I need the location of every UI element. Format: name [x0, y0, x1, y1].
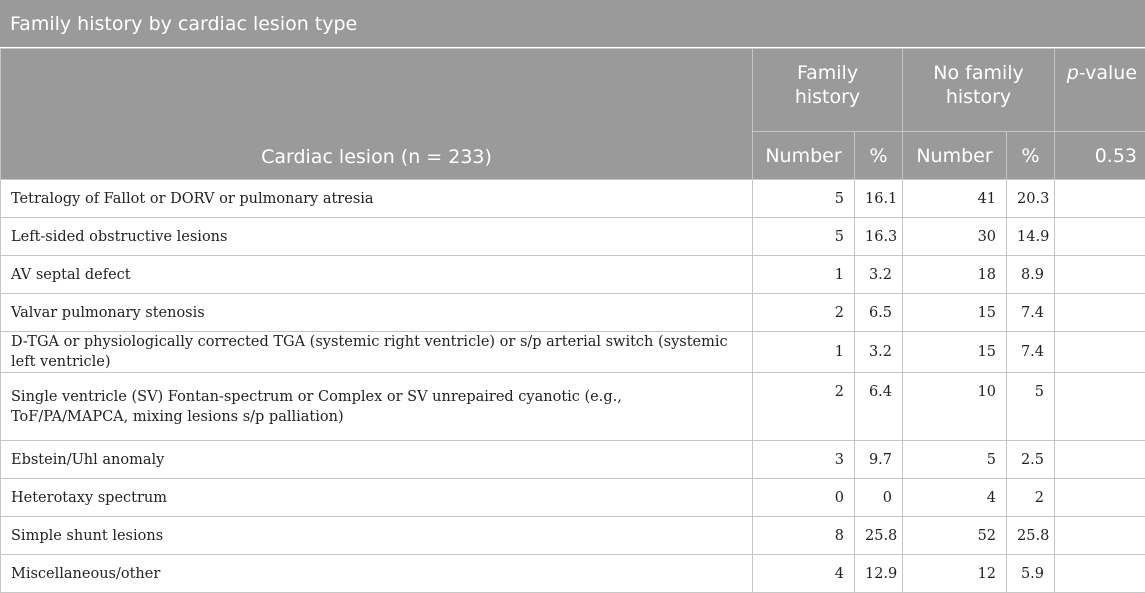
- nofamily-number-cell: 10: [903, 373, 1007, 441]
- table-row: [1, 180, 1145, 218]
- p-value-cell: [1055, 373, 1145, 441]
- table-row: [1, 441, 1145, 479]
- family-pct-cell: 12.9: [855, 555, 903, 593]
- lesion-cell: Simple shunt lesions: [1, 517, 753, 555]
- header-family-number: Number: [753, 132, 855, 180]
- nofamily-number-cell: 4: [903, 479, 1007, 517]
- header-row-groups: [1, 49, 1145, 132]
- lesion-cell: Valvar pulmonary stenosis: [1, 294, 753, 332]
- family-pct-cell: 6.4: [855, 373, 903, 441]
- p-value-cell: [1055, 256, 1145, 294]
- nofamily-number-cell: 52: [903, 517, 1007, 555]
- lesion-cell: Heterotaxy spectrum: [1, 479, 753, 517]
- p-value-cell: [1055, 517, 1145, 555]
- nofamily-pct-cell: 20.3: [1007, 180, 1055, 218]
- nofamily-number-cell: 5: [903, 441, 1007, 479]
- lesion-cell: Tetralogy of Fallot or DORV or pulmonary atresia: [1, 180, 753, 218]
- lesion-cell: AV septal defect: [1, 256, 753, 294]
- nofamily-number-cell: 18: [903, 256, 1007, 294]
- family-pct-cell: 0: [855, 479, 903, 517]
- header-family-line1: Family: [797, 62, 858, 84]
- table-row: [1, 479, 1145, 517]
- header-p-rest: -value: [1079, 62, 1137, 84]
- p-value-cell: [1055, 332, 1145, 373]
- family-pct-cell: 25.8: [855, 517, 903, 555]
- family-number-cell: 3: [753, 441, 855, 479]
- nofamily-pct-cell: 7.4: [1007, 332, 1055, 373]
- family-number-cell: 5: [753, 180, 855, 218]
- family-number-cell: 2: [753, 294, 855, 332]
- p-value-cell: [1055, 218, 1145, 256]
- family-number-cell: 1: [753, 256, 855, 294]
- lesion-table: [0, 48, 1145, 593]
- header-cardiac-lesion: Cardiac lesion (n = 233): [1, 49, 753, 180]
- family-pct-cell: 9.7: [855, 441, 903, 479]
- nofamily-pct-cell: 7.4: [1007, 294, 1055, 332]
- p-value-cell: [1055, 555, 1145, 593]
- header-nofamily-pct: %: [1007, 132, 1055, 180]
- nofamily-number-cell: 41: [903, 180, 1007, 218]
- header-family-pct: %: [855, 132, 903, 180]
- p-value-cell: [1055, 180, 1145, 218]
- header-p-value: [1055, 49, 1145, 132]
- nofamily-pct-cell: 14.9: [1007, 218, 1055, 256]
- header-nofamily-line2: history: [946, 86, 1011, 108]
- lesion-cell: Miscellaneous/other: [1, 555, 753, 593]
- nofamily-pct-cell: 5.9: [1007, 555, 1055, 593]
- header-p-value-number: 0.53: [1055, 132, 1145, 180]
- p-value-cell: [1055, 441, 1145, 479]
- table-row: [1, 555, 1145, 593]
- table-caption: Family history by cardiac lesion type: [0, 0, 1145, 48]
- header-p-italic: p: [1067, 62, 1079, 84]
- header-nofamily-number: Number: [903, 132, 1007, 180]
- nofamily-pct-cell: 2.5: [1007, 441, 1055, 479]
- nofamily-pct-cell: 2: [1007, 479, 1055, 517]
- family-pct-cell: 16.1: [855, 180, 903, 218]
- family-number-cell: 0: [753, 479, 855, 517]
- lesion-cell: Left-sided obstructive lesions: [1, 218, 753, 256]
- lesion-cell: D-TGA or physiologically corrected TGA (systemic right ventricle) or s/p arterial switch (systemic left ventricle): [1, 332, 753, 373]
- table-row: [1, 517, 1145, 555]
- family-number-cell: 1: [753, 332, 855, 373]
- table-row: [1, 294, 1145, 332]
- p-value-cell: [1055, 294, 1145, 332]
- table-row: [1, 256, 1145, 294]
- family-number-cell: 8: [753, 517, 855, 555]
- table-header: [1, 49, 1145, 180]
- nofamily-number-cell: 12: [903, 555, 1007, 593]
- header-family-history: [753, 49, 903, 132]
- family-pct-cell: 16.3: [855, 218, 903, 256]
- family-pct-cell: 3.2: [855, 332, 903, 373]
- table-body: [1, 180, 1145, 593]
- lesion-cell: Ebstein/Uhl anomaly: [1, 441, 753, 479]
- family-pct-cell: 3.2: [855, 256, 903, 294]
- table-row: [1, 373, 1145, 441]
- header-no-family-history: [903, 49, 1055, 132]
- nofamily-pct-cell: 8.9: [1007, 256, 1055, 294]
- nofamily-pct-cell: 25.8: [1007, 517, 1055, 555]
- lesion-cell: Single ventricle (SV) Fontan-spectrum or Complex or SV unrepaired cyanotic (e.g., ToF/PA/MAPCA, mixing lesions s/p palliation): [1, 373, 753, 441]
- table-row: [1, 218, 1145, 256]
- nofamily-number-cell: 15: [903, 332, 1007, 373]
- nofamily-pct-cell: 5: [1007, 373, 1055, 441]
- header-family-line2: history: [795, 86, 860, 108]
- p-value-cell: [1055, 479, 1145, 517]
- header-nofamily-line1: No family: [933, 62, 1024, 84]
- family-pct-cell: 6.5: [855, 294, 903, 332]
- family-number-cell: 2: [753, 373, 855, 441]
- family-number-cell: 4: [753, 555, 855, 593]
- table-row: [1, 332, 1145, 373]
- family-number-cell: 5: [753, 218, 855, 256]
- nofamily-number-cell: 30: [903, 218, 1007, 256]
- nofamily-number-cell: 15: [903, 294, 1007, 332]
